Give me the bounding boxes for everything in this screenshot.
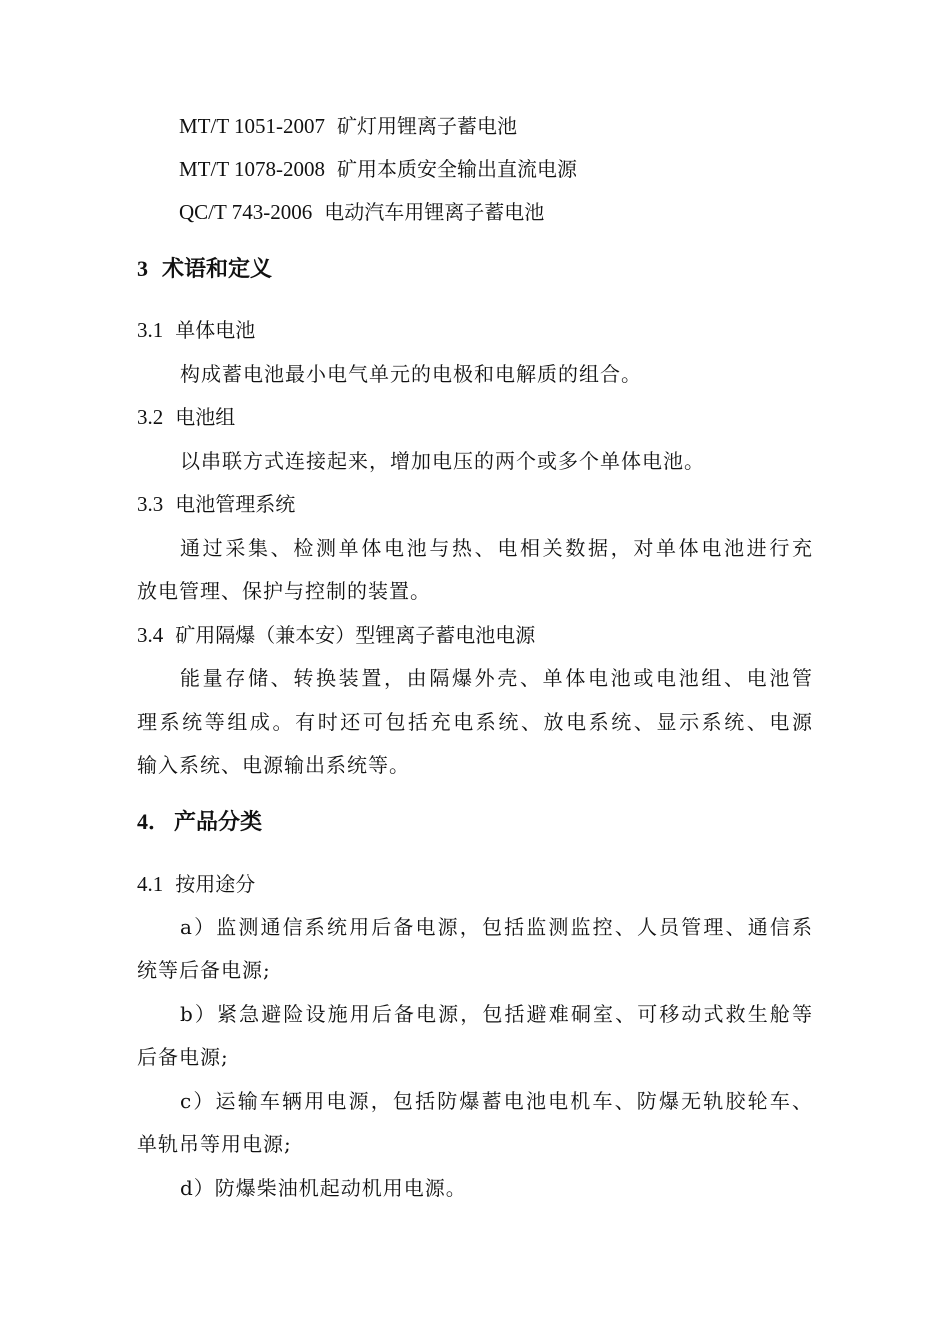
- term-definition: 构成蓄电池最小电气单元的电极和电解质的组合。: [180, 362, 642, 386]
- reference-title: 电动汽车用锂离子蓄电池: [324, 200, 545, 224]
- list-item: c）运输车辆用电源，包括防爆蓄电池电机车、防爆无轨胶轮车、: [180, 1089, 813, 1113]
- term-name: 矿用隔爆（兼本安）型锂离子蓄电池电源: [175, 623, 536, 647]
- reference-item: [179, 156, 577, 182]
- term-name: 电池组: [175, 405, 236, 429]
- term-number: 3.2: [137, 405, 164, 429]
- term-heading: [137, 491, 295, 517]
- term-number: 3.1: [137, 318, 164, 342]
- subsection-number: 4.1: [137, 872, 164, 896]
- term-number: 3.3: [137, 492, 164, 516]
- term-number: 3.4: [137, 623, 164, 647]
- reference-code: MT/T 1078-2008: [179, 157, 326, 181]
- term-definition: 放电管理、保护与控制的装置。: [137, 579, 431, 603]
- reference-item: [179, 113, 517, 139]
- reference-title: 矿灯用锂离子蓄电池: [337, 114, 518, 138]
- section-heading: [137, 255, 272, 284]
- section-number: 3: [137, 256, 148, 281]
- term-name: 电池管理系统: [175, 492, 296, 516]
- reference-item: [179, 199, 544, 225]
- subsection-title: 按用途分: [175, 872, 256, 896]
- section-heading: [137, 808, 262, 837]
- term-heading: [137, 317, 255, 343]
- subsection-heading: [137, 871, 255, 897]
- term-definition: 能量存储、转换装置，由隔爆外壳、单体电池或电池组、电池管: [180, 666, 813, 690]
- term-name: 单体电池: [175, 318, 256, 342]
- list-item: d）防爆柴油机起动机用电源。: [180, 1176, 467, 1200]
- list-item-continuation: 统等后备电源;: [137, 958, 271, 982]
- list-item: b）紧急避险设施用后备电源，包括避难硐室、可移动式救生舱等: [180, 1002, 813, 1026]
- list-item-continuation: 单轨吊等用电源;: [137, 1132, 292, 1156]
- list-item: a）监测通信系统用后备电源，包括监测监控、人员管理、通信系: [180, 915, 813, 939]
- section-title: 产品分类: [174, 810, 263, 835]
- term-heading: [137, 622, 535, 648]
- term-heading: [137, 404, 235, 430]
- reference-title: 矿用本质安全输出直流电源: [337, 157, 578, 181]
- term-definition: 以串联方式连接起来，增加电压的两个或多个单体电池。: [180, 449, 705, 473]
- list-item-continuation: 后备电源;: [137, 1045, 229, 1069]
- section-title: 术语和定义: [162, 257, 273, 282]
- term-definition: 理系统等组成。有时还可包括充电系统、放电系统、显示系统、电源: [137, 710, 813, 734]
- section-number: 4．: [137, 809, 171, 834]
- reference-code: MT/T 1051-2007: [179, 114, 326, 138]
- reference-code: QC/T 743-2006: [179, 200, 313, 224]
- term-definition: 通过采集、检测单体电池与热、电相关数据，对单体电池进行充: [180, 536, 813, 560]
- term-definition: 输入系统、电源输出系统等。: [137, 753, 410, 777]
